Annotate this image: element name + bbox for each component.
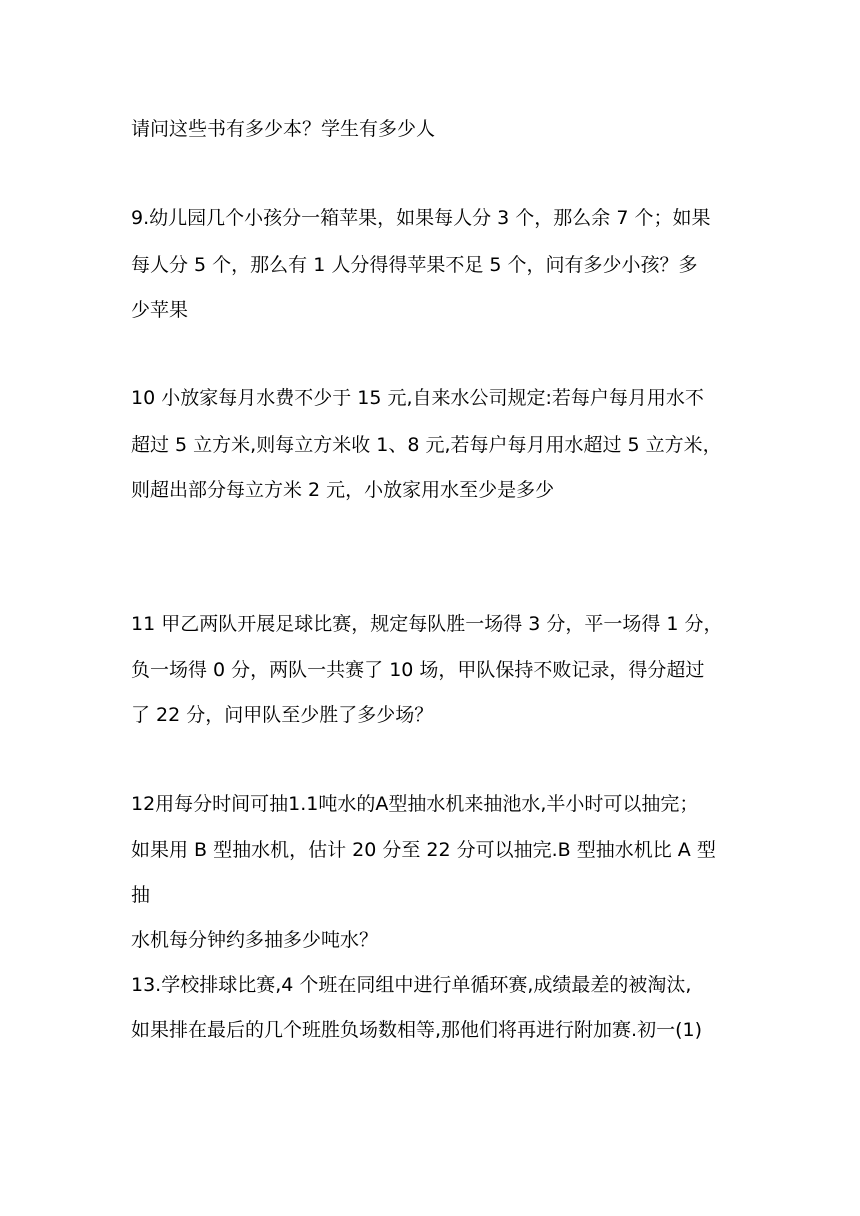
text-line: 了 22 分，问甲队至少胜了多少场？	[131, 704, 434, 726]
text-line: 水机每分钟约多抽多少吨水？	[131, 929, 379, 951]
text-line: 则超出部分每立方米 2 元，小放家用水至少是多少	[131, 479, 555, 501]
text-line: 如果用 B 型抽水机，估计 20 分至 22 分可以抽完.B 型抽水机比 A 型	[131, 839, 716, 861]
text-line: 超过 5 立方米,则每立方米收 1、8 元,若每户每月用水超过 5 立方米，	[131, 434, 722, 456]
text-line: 少苹果	[131, 299, 189, 321]
text-line: 每人分 5 个，那么有 1 人分得得苹果不足 5 个，问有多少小孩？多	[131, 254, 698, 276]
text-line: 12用每分时间可抽1.1吨水的A型抽水机来抽池水,半小时可以抽完；	[131, 793, 699, 815]
text-line: 9.幼儿园几个小孩分一箱苹果，如果每人分 3 个，那么余 7 个；如果	[131, 207, 711, 229]
text-line: 负一场得 0 分，两队一共赛了 10 场，甲队保持不败记录，得分超过	[131, 659, 705, 681]
text-line: 10 小放家每月水费不少于 15 元,自来水公司规定:若每户每月用水不	[131, 387, 704, 409]
text-line: 11 甲乙两队开展足球比赛，规定每队胜一场得 3 分，平一场得 1 分，	[131, 613, 723, 635]
text-line: 如果排在最后的几个班胜负场数相等,那他们将再进行附加赛.初一(1)	[131, 1019, 702, 1041]
text-line: 请问这些书有多少本？学生有多少人	[131, 118, 436, 140]
text-line: 抽	[131, 884, 151, 906]
text-line: 13.学校排球比赛,4 个班在同组中进行单循环赛,成绩最差的被淘汰,	[131, 974, 692, 996]
